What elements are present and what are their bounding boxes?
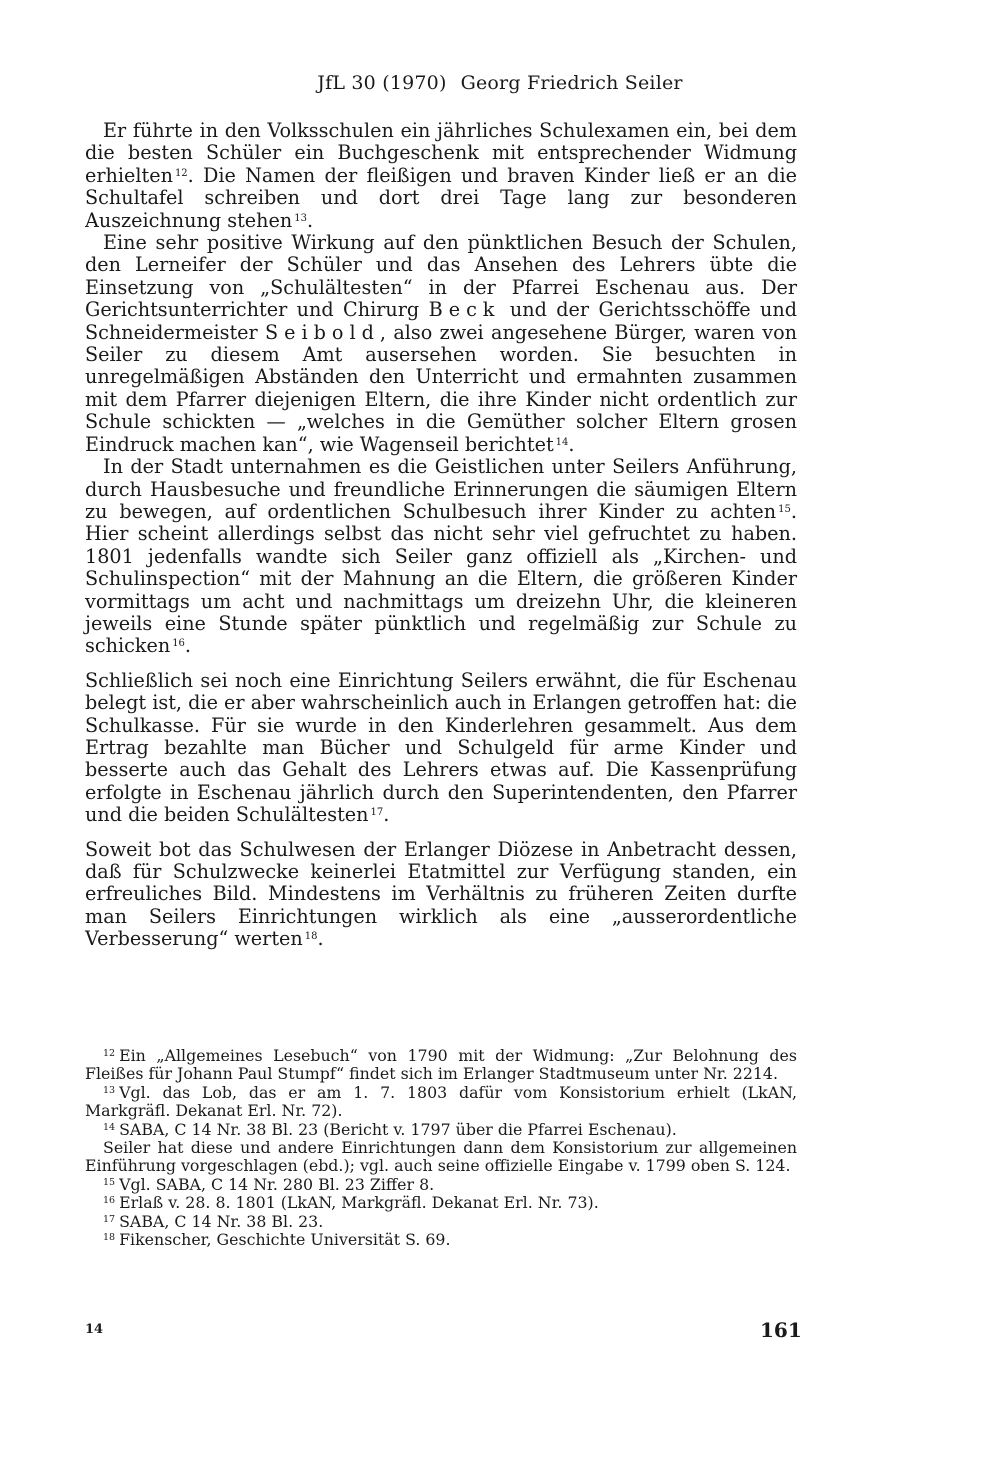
footnote-number: 14 — [103, 1121, 116, 1133]
footnote-13 — [85, 1084, 797, 1121]
footnotes — [85, 1047, 797, 1249]
footnote-16 — [85, 1194, 797, 1212]
article-author: Georg Friedrich Seiler — [460, 72, 683, 94]
footnote-ref: 18 — [304, 931, 318, 943]
text-run: Er führte in den Volksschulen ein jährliches Schulexamen ein, bei dem die besten Schüler ein Buchgeschenk mit entsprechender Widmung erhielten — [85, 119, 797, 187]
text-run: In der Stadt unternahmen es die Geistlichen unter Seilers Anführung, durch Hausbesuche und freundliche Erinnerungen die säumigen Eltern zu bewegen, auf ordentlichen Schulbesuch ihrer Kinder zu achten — [85, 455, 797, 523]
spaced-name-seibold: Seibold — [265, 320, 380, 344]
text-run: . — [306, 208, 314, 232]
footnote-ref: 17 — [370, 807, 384, 819]
paragraph-4 — [85, 670, 797, 827]
text-run: . — [383, 803, 390, 827]
footnote-14 — [85, 1121, 797, 1139]
text-run: . — [568, 432, 575, 456]
text-run: Eine sehr positive Wirkung auf den pünktlichen Besuch der Schulen, den Lerneifer der Schüler und das Ansehen des Lehrers übte die Einsetzung von „Schulältesten“ in der Pfarrei Eschenau aus. Der Gerichtsunterrichter und Chirurg — [85, 231, 797, 322]
text-run: Soweit bot das Schulwesen der Erlanger Diözese in Anbetracht dessen, daß für Schulzwecke keinerlei Etatmittel zur Verfügung standen, ein erfreuliches Bild. Mindestens im Verhältnis zu früheren Zeiten durfte man Seilers Einrichtungen wirklich als eine „ausserordentliche Verbesserung“ werten — [85, 837, 797, 951]
text-run: . Hier scheint allerdings selbst das nicht sehr viel gefruchtet zu haben. 1801 jedenfalls wandte sich Seiler ganz offiziell als „Kirchen- und Schulinspection“ mit der Mahnung an die Eltern, die größeren Kinder vormittags um acht und nachmittags um dreizehn Uhr, die kleineren jeweils eine Stunde später pünktlich und regelmäßig zur Schule zu schicken — [85, 499, 797, 658]
text-run: , also zwei angesehene Bürger, waren von Seiler zu diesem Amt ausersehen worden. Sie besuchten in unregelmäßigen Abständen den Unterricht und ermahnten zusammen mit dem Pfarrer diejenigen Eltern, die ihre Kinder nicht ordentlich zur Schule schickten — „welches in die Gemüther solcher Eltern grosen Eindruck machen kan“, wie Wagenseil berichtet — [85, 320, 797, 456]
footnote-text: Ein „Allgemeines Lesebuch“ von 1790 mit der Widmung: „Zur Belohnung des Fleißes für Johann Paul Stumpf“ findet sich im Erlanger Stadtmuseum unter Nr. 2214. — [85, 1046, 797, 1084]
footnote-text: Seiler hat diese und andere Einrichtungen dann dem Konsistorium zur allgemeinen Einführung vorgeschlagen (ebd.); vgl. auch seine offizielle Eingabe v. 1799 oben S. 124. — [85, 1138, 797, 1176]
footnote-ref: 13 — [294, 212, 307, 224]
footnote-ref: 15 — [778, 503, 791, 515]
journal-citation: JfL 30 (1970) — [317, 72, 447, 94]
footnote-15 — [85, 1176, 797, 1194]
footnote-number: 13 — [103, 1084, 116, 1096]
running-head — [0, 72, 1000, 94]
footnote-number: 18 — [103, 1232, 116, 1244]
text-run: . — [317, 927, 324, 951]
footnote-text: Erlaß v. 28. 8. 1801 (LkAN, Markgräfl. Dekanat Erl. Nr. 73). — [119, 1193, 599, 1213]
footnote-text: Vgl. SABA, C 14 Nr. 280 Bl. 23 Ziffer 8. — [119, 1174, 435, 1194]
footnote-18 — [85, 1231, 797, 1249]
text-run: . Die Namen der fleißigen und braven Kinder ließ er an die Schultafel schreiben und dort drei Tage lang zur besonderen Auszeichnung stehen — [85, 163, 797, 232]
footnote-text: SABA, C 14 Nr. 38 Bl. 23 (Bericht v. 1797 über die Pfarrei Eschenau). — [119, 1119, 677, 1139]
paragraph-5 — [85, 839, 797, 951]
paragraph-2 — [85, 232, 797, 456]
text-run: . — [184, 634, 192, 658]
text-run: Schließlich sei noch eine Einrichtung Seilers erwähnt, die für Eschenau belegt ist, die er aber wahrscheinlich auch in Erlangen getroffen hat: die Schulkasse. Für sie wurde in den Kinderlehren gesammelt. Aus dem Ertrag bezahlte man Bücher und Schulgeld für arme Kinder und besserte auch das Gehalt des Lehrers etwas auf. Die Kassenprüfung erfolgte in Eschenau jährlich durch den Superintendenten, den Pfarrer und die beiden Schulältesten — [85, 668, 797, 827]
footnote-12 — [85, 1047, 797, 1084]
footnote-number: 16 — [103, 1195, 116, 1207]
footnote-number: 17 — [103, 1213, 116, 1225]
page-number: 161 — [760, 1318, 802, 1342]
printer-signature: 14 — [85, 1322, 104, 1337]
footnote-text: Vgl. das Lob, das er am 1. 7. 1803 dafür vom Konsistorium erhielt (LkAN, Markgräfl. Dekanat Erl. Nr. 72). — [85, 1082, 797, 1121]
footnote-number: 15 — [103, 1176, 116, 1188]
footnote-ref: 14 — [555, 436, 569, 448]
footnote-ref: 16 — [172, 638, 185, 650]
paragraph-3 — [85, 456, 797, 658]
body-text — [85, 120, 797, 951]
footnote-text: SABA, C 14 Nr. 38 Bl. 23. — [119, 1211, 324, 1231]
text-run: und der Gerichtsschöffe und Schneidermeister — [85, 298, 797, 344]
footnote-text: Fikenscher, Geschichte Universität S. 69. — [119, 1230, 451, 1250]
footnote-ref: 12 — [174, 167, 188, 179]
footnote-17 — [85, 1213, 797, 1231]
paragraph-1 — [85, 120, 797, 232]
spaced-name-beck: Beck — [428, 298, 501, 322]
footnote-number: 12 — [103, 1048, 116, 1059]
footnote-14-continuation — [85, 1139, 797, 1176]
